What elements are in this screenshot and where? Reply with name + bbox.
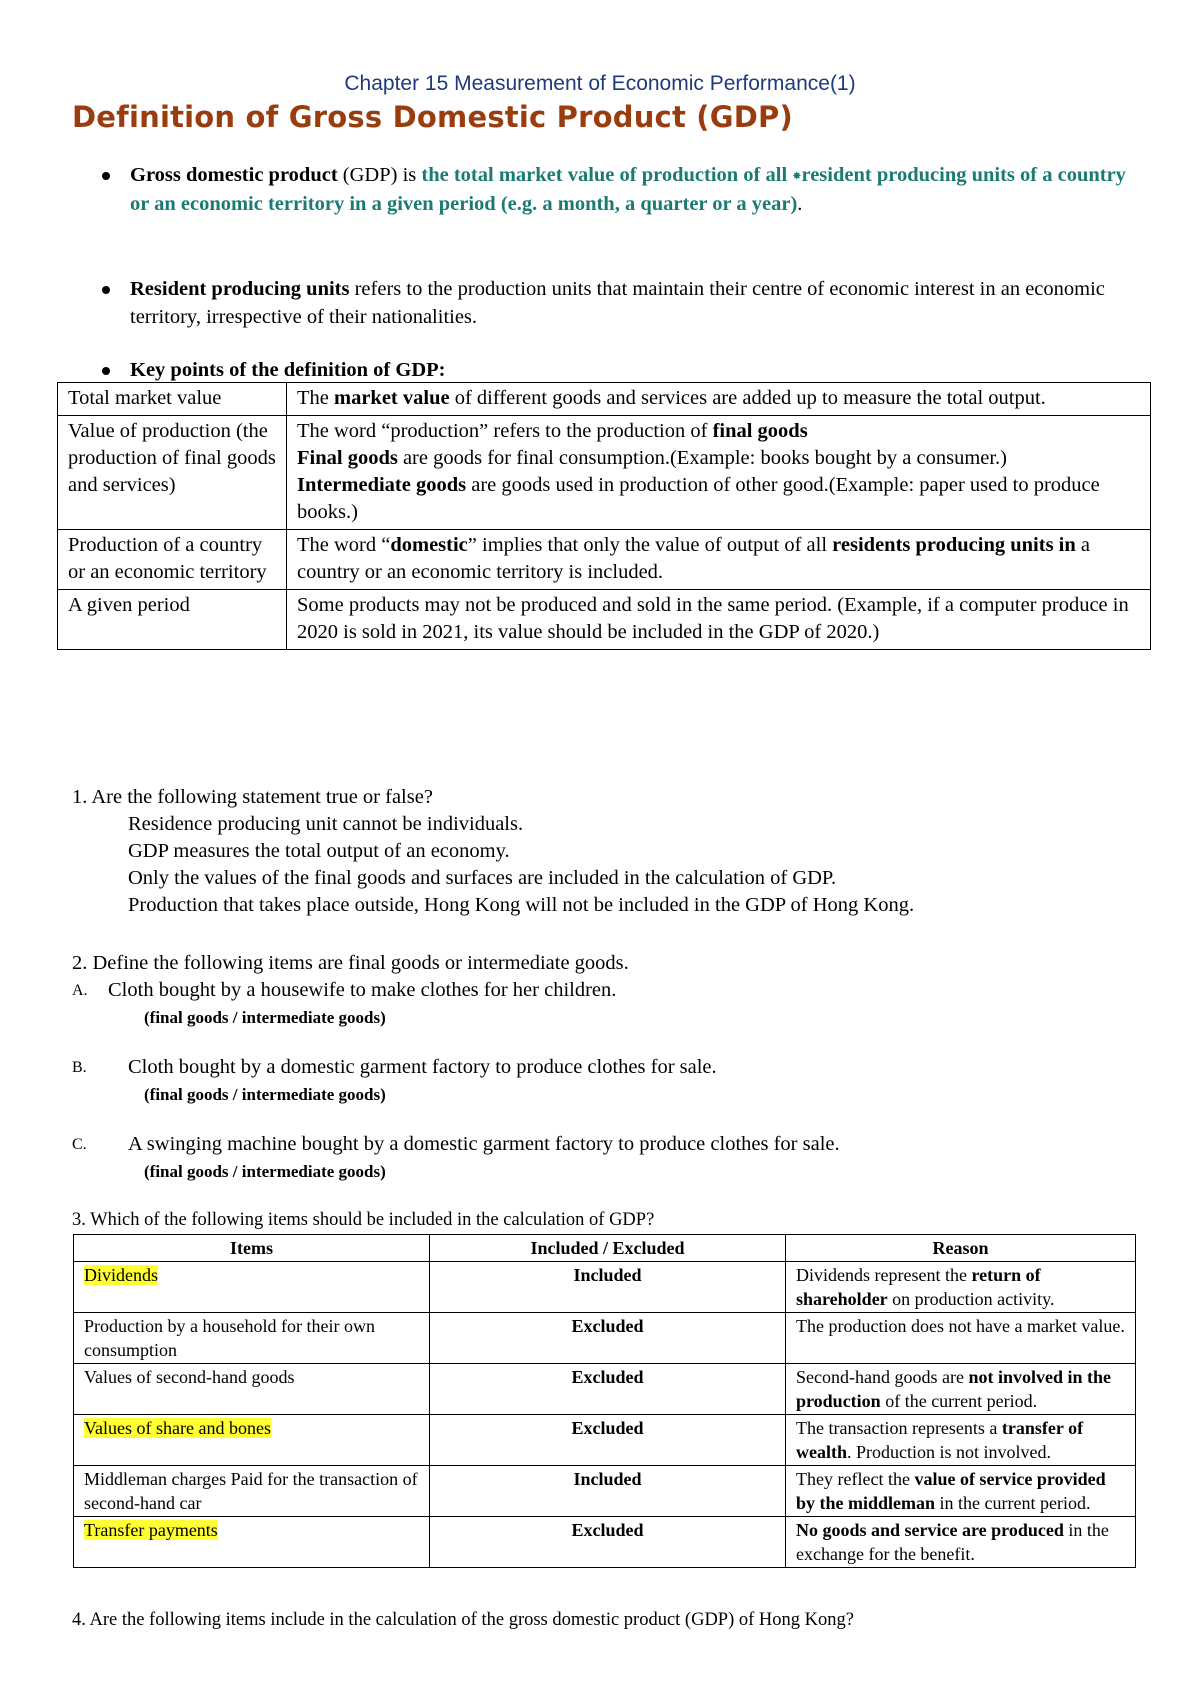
reason-cell <box>786 1466 1136 1517</box>
table-row <box>74 1262 1136 1313</box>
bold-term: final goods <box>712 420 808 442</box>
explanation-cell <box>287 530 1151 590</box>
text: a country or an economic territory is included. <box>297 534 1091 583</box>
reason-cell <box>786 1415 1136 1466</box>
highlighted-item: Values of share and bones <box>84 1418 271 1438</box>
resident-units-text: refers to the production units that maintain their centre of economic interest in an economic territory, irrespective of their nationalities. <box>130 278 1105 328</box>
item-cell: Production by a household for their own consumption <box>74 1313 430 1364</box>
text: The word “production” refers to the production of <box>297 420 713 442</box>
table-header-row <box>74 1235 1136 1262</box>
status-cell: Excluded <box>430 1313 786 1364</box>
explanation-cell: Some products may not be produced and sold in the same period. (Example, if a computer produce in 2020 is sold in 2021, its value should be included in the GDP of 2020.) <box>287 590 1151 650</box>
question-3-prompt: 3. Which of the following items should be included in the calculation of GDP? <box>72 1210 655 1230</box>
column-header: Included / Excluded <box>430 1235 786 1262</box>
statement: Production that takes place outside, Hong Kong will not be included in the GDP of Hong Kong. <box>128 894 915 916</box>
text: of the current period. <box>880 1391 1038 1411</box>
question-4-prompt: 4. Are the following items include in the calculation of the gross domestic product (GDP) of Hong Kong? <box>72 1610 854 1630</box>
bold-term: not involved in the production <box>796 1367 1111 1411</box>
text: on production activity. <box>887 1289 1055 1309</box>
table-row <box>74 1313 1136 1364</box>
bullet-dot-icon <box>102 367 110 375</box>
bold-term: return of shareholder <box>796 1265 1041 1309</box>
gdp-def-text: (GDP) is <box>337 164 422 186</box>
option-b <box>72 1054 1172 1081</box>
text: The word “ <box>297 534 391 556</box>
status-cell: Excluded <box>430 1517 786 1568</box>
option-text: Cloth bought by a housewife to make clothes for her children. <box>108 979 617 1001</box>
explanation-cell <box>287 383 1151 416</box>
column-header: Reason <box>786 1235 1136 1262</box>
bold-term: Final goods <box>297 447 398 469</box>
term-gdp: Gross domestic product <box>130 164 338 186</box>
item-cell: Values of second-hand goods <box>74 1364 430 1415</box>
table-row <box>74 1517 1136 1568</box>
text: of different goods and services are added up to measure the total output. <box>449 387 1046 409</box>
table-row <box>74 1364 1136 1415</box>
question-2 <box>72 950 1172 1185</box>
key-cell: Value of production (the production of final goods and services) <box>58 416 287 530</box>
gdp-def-highlight-2: resident producing units of a country or an economic territory in a given period (e.g. a month, a quarter or a year) <box>130 164 1126 216</box>
option-c <box>72 1131 1172 1158</box>
item-cell <box>74 1415 430 1466</box>
table-row <box>74 1415 1136 1466</box>
bold-term: domestic <box>390 534 468 556</box>
chapter-heading: Chapter 15 Measurement of Economic Performance(1) <box>344 72 856 95</box>
text: The <box>297 387 334 409</box>
option-label: A. <box>72 982 88 999</box>
text: The transaction represents a <box>796 1418 1002 1438</box>
item-cell: Middleman charges Paid for the transaction of second-hand car <box>74 1466 430 1517</box>
gdp-def-highlight-1: the total market value of production of all <box>421 164 793 186</box>
table-row <box>58 383 1151 416</box>
gdp-items-table <box>73 1234 1136 1568</box>
reason-cell <box>786 1262 1136 1313</box>
highlighted-item: Transfer payments <box>84 1520 218 1540</box>
term-resident-units: Resident producing units <box>130 278 350 300</box>
column-header: Items <box>74 1235 430 1262</box>
answer-choice: (final goods / intermediate goods) <box>144 1162 386 1181</box>
table-row <box>58 416 1151 530</box>
text: They reflect the <box>796 1469 915 1489</box>
statement: Only the values of the final goods and surfaces are included in the calculation of GDP. <box>128 867 837 889</box>
text: in the exchange for the benefit. <box>796 1520 1109 1564</box>
option-text: A swinging machine bought by a domestic garment factory to produce clothes for sale. <box>128 1133 840 1155</box>
table-row <box>58 590 1151 650</box>
question-prompt: 2. Define the following items are final goods or intermediate goods. <box>72 952 629 974</box>
statement: Residence producing unit cannot be individuals. <box>128 813 524 835</box>
answer-choice: (final goods / intermediate goods) <box>144 1085 386 1104</box>
key-points-table <box>57 382 1151 650</box>
status-cell: Excluded <box>430 1364 786 1415</box>
status-cell: Excluded <box>430 1415 786 1466</box>
text: are goods for final consumption.(Example: books bought by a consumer.) <box>397 447 1008 469</box>
bold-term: No goods and service are produced <box>796 1520 1064 1540</box>
text: The production does not have a market value. <box>796 1316 1125 1336</box>
star-icon: ✸ <box>792 170 802 183</box>
status-cell: Included <box>430 1262 786 1313</box>
key-cell: Total market value <box>58 383 287 416</box>
reason-cell <box>786 1364 1136 1415</box>
reason-cell <box>786 1517 1136 1568</box>
question-1 <box>72 784 1172 919</box>
answer-choice: (final goods / intermediate goods) <box>144 1008 386 1027</box>
key-cell: A given period <box>58 590 287 650</box>
item-cell <box>74 1262 430 1313</box>
table-row <box>74 1466 1136 1517</box>
option-a <box>72 977 1172 1004</box>
page-title: Definition of Gross Domestic Product (GDP) <box>72 100 793 134</box>
status-cell: Included <box>430 1466 786 1517</box>
question-prompt: 1. Are the following statement true or false? <box>72 786 433 808</box>
bold-term: market value <box>334 387 450 409</box>
bullet-dot-icon <box>102 172 110 180</box>
bold-term: residents producing units in <box>832 534 1076 556</box>
bold-term: value of service provided by the middleman <box>796 1469 1106 1513</box>
text: are goods used in production of other good.(Example: paper used to produce books.) <box>297 474 1100 523</box>
gdp-def-end: . <box>797 193 803 216</box>
bold-term: transfer of wealth <box>796 1418 1084 1462</box>
text: in the current period. <box>935 1493 1091 1513</box>
bullet-dot-icon <box>102 286 110 294</box>
text: Dividends represent the <box>796 1265 972 1285</box>
text: . Production is not involved. <box>847 1442 1051 1462</box>
explanation-cell <box>287 416 1151 530</box>
option-label: B. <box>72 1059 87 1076</box>
highlighted-item: Dividends <box>84 1265 158 1285</box>
reason-cell <box>786 1313 1136 1364</box>
statement: GDP measures the total output of an economy. <box>128 840 510 862</box>
table-row <box>58 530 1151 590</box>
text: Second-hand goods are <box>796 1367 969 1387</box>
option-text: Cloth bought by a domestic garment factory to produce clothes for sale. <box>128 1056 717 1078</box>
key-points-heading: Key points of the definition of GDP: <box>130 359 446 381</box>
item-cell <box>74 1517 430 1568</box>
bold-term: Intermediate goods <box>297 474 467 496</box>
key-cell: Production of a country or an economic territory <box>58 530 287 590</box>
option-label: C. <box>72 1136 87 1153</box>
text: ” implies that only the value of output of all <box>467 534 833 556</box>
